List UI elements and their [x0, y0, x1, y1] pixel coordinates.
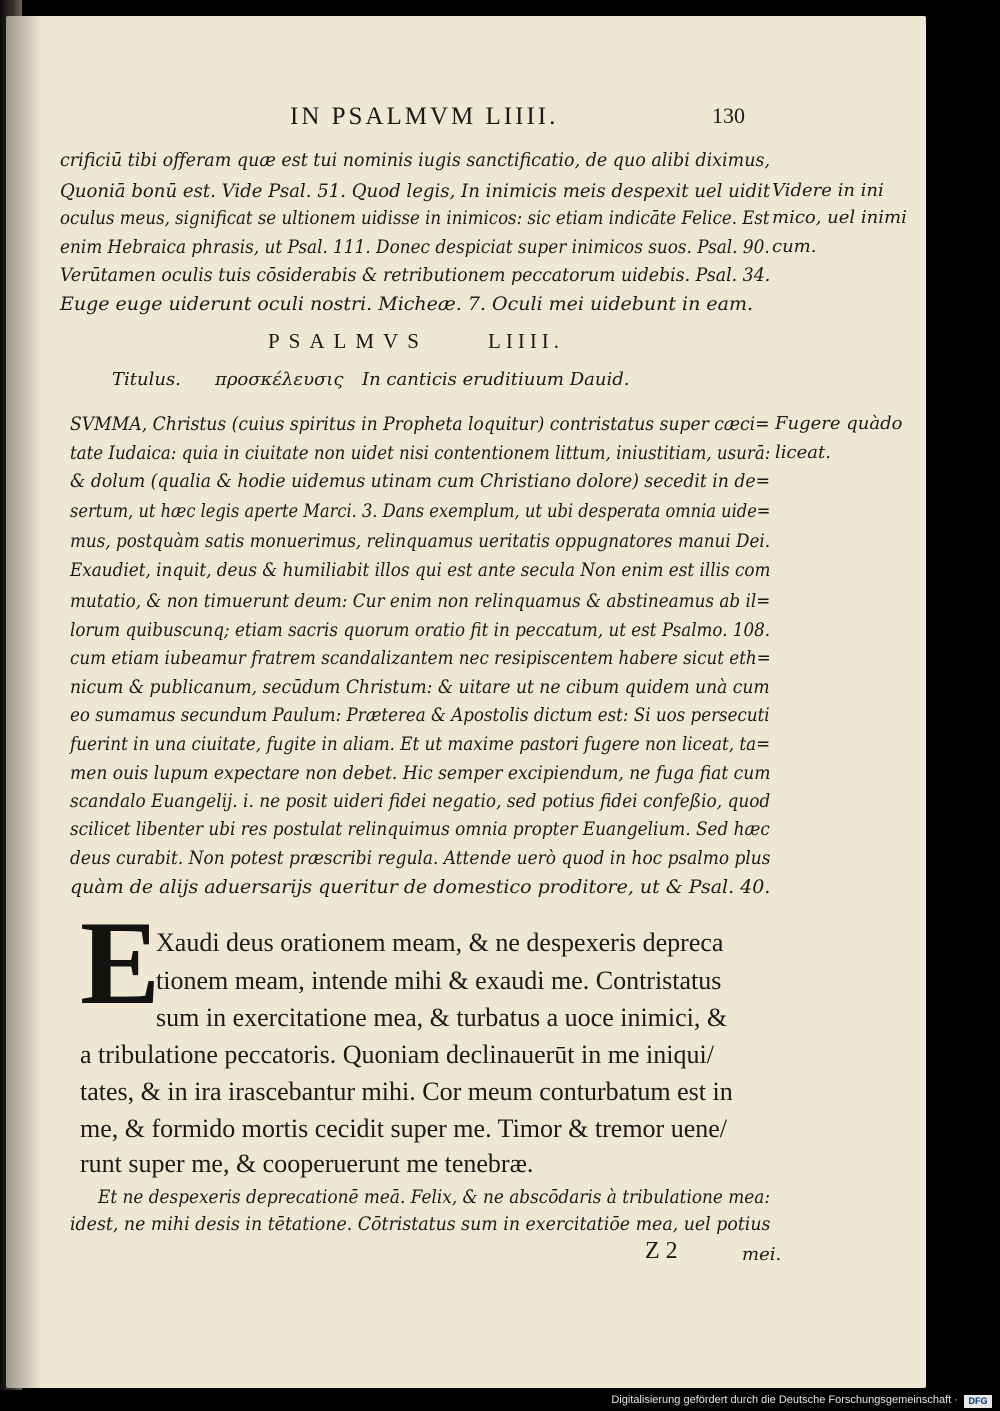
psalm-text-line: tates, & in ira irascebantur mihi. Cor meum conturbatum est in — [80, 1077, 733, 1106]
psalm-text-line: runt super me, & cooperuerunt me tenebræ. — [80, 1149, 534, 1178]
commentary-line: Quoniā bonū est. Vide Psal. 51. Quod legis, In inimicis meis despexit uel uidit — [60, 180, 771, 202]
title-greek: προσκέλευσις — [215, 369, 344, 390]
psalm-heading: PSALMVS — [268, 329, 428, 353]
summa-line: nicum & publicanum, secūdum Christum: & uitare ut ne cibum quidem unà cum — [70, 676, 770, 698]
margin-note: Videre in ini — [772, 180, 884, 201]
psalm-text-line: sum in exercitatione mea, & turbatus a uoce inimici, & — [156, 1003, 728, 1032]
folio-number: 130 — [712, 103, 745, 128]
summa-line: scilicet libenter ubi res postulat relinquimus omnia propter Euangelium. Sed hæc — [70, 818, 770, 840]
summa-line: men ouis lupum expectare non debet. Hic semper excipiendum, ne fuga fiat cum — [70, 762, 771, 784]
dfg-logo: DFG — [964, 1395, 992, 1408]
title-label: Titulus. — [112, 369, 181, 390]
psalm-text-line: a tribulatione peccatoris. Quoniam declinauerūt in me iniqui/ — [80, 1040, 714, 1069]
signature-mark: Z 2 — [645, 1238, 678, 1264]
summa-line: & dolum (qualia & hodie uidemus utinam cum Christiano dolore) secedit in de= — [70, 470, 771, 492]
psalm-text-line: Xaudi deus orationem meam, & ne despexeris depreca — [156, 928, 724, 957]
commentary-line: Et ne despexeris deprecationē meā. Felix, & ne abscōdaris à tribulatione mea: — [98, 1186, 771, 1208]
margin-note: mico, uel inimi — [772, 207, 907, 228]
title-text: In canticis eruditiuum Dauid. — [362, 369, 630, 390]
psalm-text-line: me, & formido mortis cecidit super me. Timor & tremor uene/ — [80, 1114, 728, 1143]
summa-line: SVMMA, Christus (cuius spiritus in Propheta loquitur) contristatus super cæci= — [70, 413, 770, 435]
summa-line: cum etiam iubeamur fratrem scandalizantem nec resipiscentem habere sicut eth= — [70, 647, 771, 669]
footer-credit: Digitalisierung gefördert durch die Deutsche Forschungsgemeinschaft · — [611, 1394, 958, 1406]
psalm-text-line: tionem meam, intende mihi & exaudi me. Contristatus — [156, 966, 722, 995]
running-head: IN PSALMVM LIIII. — [290, 103, 559, 130]
commentary-line: idest, ne mihi desis in tētatione. Cōtristatus sum in exercitatiōe mea, uel potius — [70, 1213, 771, 1235]
gutter-shadow — [6, 16, 42, 1388]
summa-line: eo sumamus secundum Paulum: Præterea & Apostolis dictum est: Si uos persecuti — [70, 704, 770, 726]
commentary-line: crificiū tibi offeram quæ est tui nominis iugis sanctificatio, de quo alibi diximus, — [60, 149, 771, 171]
psalm-number: LIIII. — [488, 329, 565, 353]
commentary-line: Euge euge uiderunt oculi nostri. Micheæ. 7. Oculi mei uidebunt in eam. — [60, 293, 754, 315]
margin-note: liceat. — [775, 442, 831, 463]
commentary-line: enim Hebraica phrasis, ut Psal. 111. Donec despiciat super inimicos suos. Psal. 90. — [60, 236, 770, 258]
commentary-line: oculus meus, significat se ultionem uidisse in inimicos: sic etiam indicāte Felice. Est — [60, 207, 770, 229]
catchword: mei. — [742, 1244, 782, 1265]
digitization-footer — [0, 1392, 1000, 1411]
summa-line: fuerint in una ciuitate, fugite in aliam. Et ut maxime pastori fugere non liceat, ta= — [70, 733, 771, 755]
summa-line: scandalo Euangelij. i. ne posit uideri fidei negatio, sed potius fidei confeßio, quod — [70, 790, 771, 812]
decorated-initial: E — [80, 896, 161, 1029]
summa-line: mus, postquàm satis monuerimus, relinquamus ueritatis oppugnatores manui Dei. — [70, 530, 771, 552]
commentary-line: Verūtamen oculis tuis cōsiderabis & retributionem peccatorum uidebis. Psal. 34. — [60, 264, 771, 286]
summa-line: tate Iudaica: quia in ciuitate non uidet nisi contentionem littum, iniustitiam, usurā: — [70, 442, 771, 464]
summa-line: quàm de alijs aduersarijs queritur de domestico proditore, ut & Psal. 40. — [70, 876, 771, 898]
summa-line: sertum, ut hæc legis aperte Marci. 3. Dans exemplum, ut ubi desperata omnia uide= — [70, 500, 771, 522]
summa-line: Exaudiet, inquit, deus & humiliabit illos qui est ante secula Non enim est illis com — [70, 559, 771, 581]
margin-note: cum. — [772, 236, 817, 257]
summa-line: deus curabit. Non potest præscribi regula. Attende uerò quod in hoc psalmo plus — [70, 847, 771, 869]
margin-note: Fugere quàdo — [775, 413, 903, 434]
summa-line: mutatio, & non timuerunt deum: Cur enim non relinquamus & abstineamus ab il= — [70, 590, 771, 612]
summa-line: lorum quibuscunq; etiam sacris quorum oratio fit in peccatum, ut est Psalmo. 108. — [70, 619, 771, 641]
